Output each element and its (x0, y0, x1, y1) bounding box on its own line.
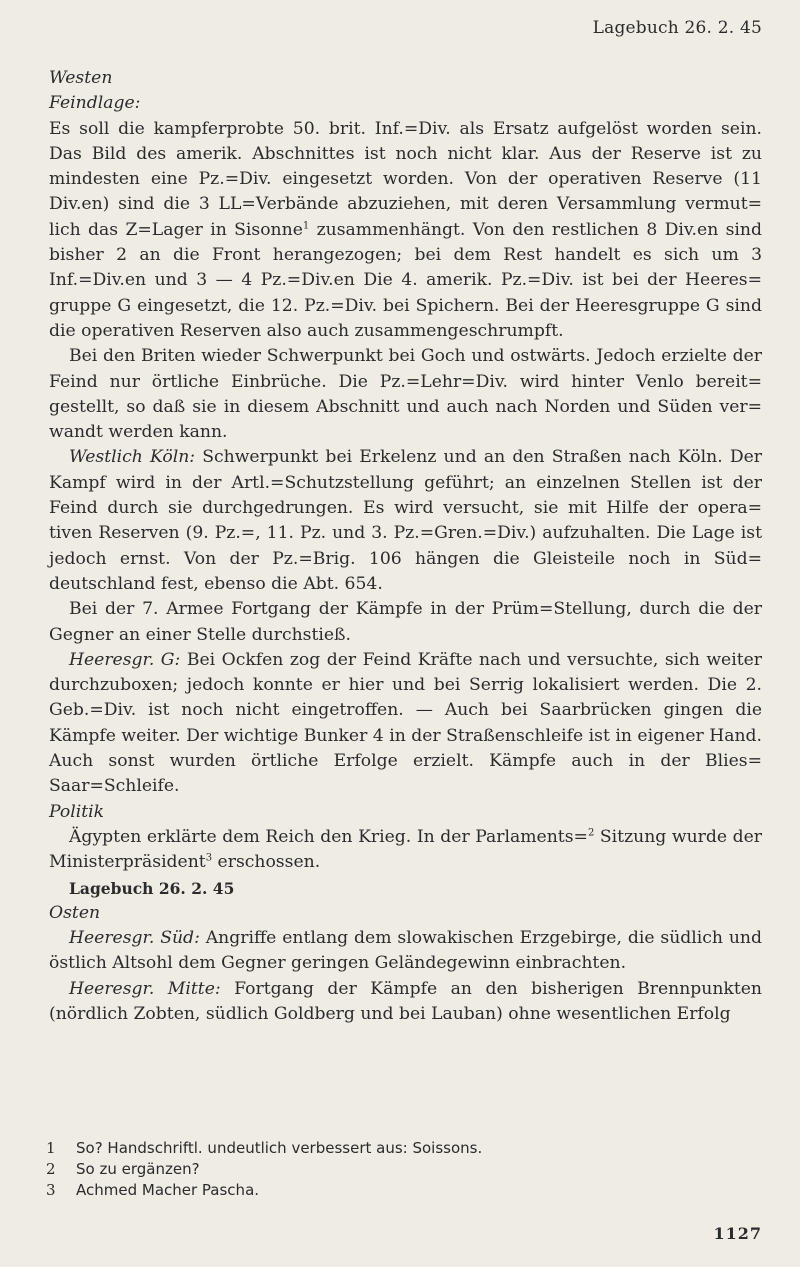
footnote-number: 3 (46, 1181, 56, 1199)
footnote (46, 1159, 646, 1180)
footnote (46, 1138, 646, 1159)
paragraph-west-4: Bei der 7. Armee Fortgang der Kämpfe in der Prüm=Stellung, durch die der Gegner an einer Stelle durchstieß. (49, 599, 762, 645)
section-title-lagebuch: Lagebuch 26. 2. 45 (69, 878, 235, 898)
page-number: 1127 (713, 1224, 762, 1243)
subheading-enemy-situation: Feindlage: (49, 93, 141, 114)
section-heading-east: Osten (49, 902, 101, 923)
text-run: Schwerpunkt bei Erkelenz und an den Straßen nach Köln. Der Kampf wird in der Artl.=Schutzstellung geführt; an einzelnen Stellen ist der Feind durch sie durchgedrungen. Es wird versucht, sie mit Hilfe der opera= tiven Reserven (9. Pz.=, 11. Pz. und 3. Pz.=Gren.=Div.) aufzuhalten. Die Lage ist jedoch ernst. Von der Pz.=Brig. 106 hängen die Gleisteile noch in Süd= deutschland fest, ebenso die Abt. 654. (49, 447, 762, 594)
paragraph-politics (49, 825, 762, 876)
text-run: zusammenhängt. Von den restlichen 8 Div.en sind bisher 2 an die Front herangezogen; bei dem Rest handelt es sich um 3 Inf.=Div.en und 3 — 4 Pz.=Div.en Die 4. amerik. Pz.=Div. ist bei der Heeres= gruppe G eingesetzt, die 12. Pz.=Div. bei Spichern. Bei der Heeresgruppe G sind die operativen Reserven also auch zusammengeschrumpft. (49, 219, 763, 341)
run-label: Westlich Köln: (69, 447, 196, 468)
text-run: Angriffe entlang dem slowakischen Erzgebirge, die südlich und östlich Altsohl dem Gegner geringen Geländegewinn einbrachten. (49, 928, 762, 974)
run-label: Heeresgr. Mitte: (69, 978, 221, 999)
footnote-text: So? Handschriftl. undeutlich verbessert aus: Soissons. (76, 1139, 483, 1157)
paragraph-east-1 (49, 926, 762, 977)
footnote-ref: 3 (205, 852, 213, 864)
run-label: Heeresgr. Süd: (69, 928, 200, 949)
running-head: Lagebuch 26. 2. 45 (592, 18, 762, 38)
text-run: Es soll die kampferprobte 50. brit. Inf.=Div. als Ersatz aufgelöst worden sein. Das Bild des amerik. Abschnittes ist noch nicht klar. Aus der Reserve ist zu mindesten eine Pz.=Div. eingesetzt worden. Von der operativen Reserve (11 Div.en) sind die 3 LL=Verbände abzuziehen, mit deren Versammlung vermut= lich das Z=Lager in Sisonne (49, 118, 762, 240)
paragraph-west-3 (49, 445, 762, 597)
run-label: Heeresgr. G: (69, 649, 181, 670)
footnote-number: 1 (46, 1139, 56, 1157)
footnote (46, 1180, 646, 1201)
text-run: Sitzung wurde der Ministerpräsident (49, 826, 763, 873)
footnote-ref: 2 (587, 827, 595, 839)
paragraph-west-5 (49, 648, 762, 800)
text-run: erschossen. (212, 852, 321, 873)
paragraph-west-1 (49, 117, 762, 345)
text-run: Ägypten erklärte dem Reich den Krieg. In der Parlaments= (69, 826, 588, 847)
footnotes (46, 1138, 646, 1201)
section-heading-west: Westen (49, 68, 113, 88)
paragraph-west-2: Bei den Briten wieder Schwerpunkt bei Goch und ostwärts. Jedoch erzielte der Feind nur örtliche Einbrüche. Die Pz.=Lehr=Div. wird hinter Venlo bereit= gestellt, so daß sie in diesem Abschnitt und auch nach Norden und Süden ver= wandt werden kann. (49, 346, 762, 443)
footnote-ref: 1 (302, 220, 310, 232)
footnote-number: 2 (46, 1160, 56, 1178)
main-text (49, 66, 762, 1027)
text-run: Bei Ockfen zog der Feind Kräfte nach und versuchte, sich weiter durchzuboxen; jedoch konnte er hier und bei Serrig lokalisiert werden. Die 2. Geb.=Div. ist noch nicht eingetroffen. — Auch bei Saarbrücken gingen die Kämpfe weiter. Der wichtige Bunker 4 in der Straßenschleife ist in eigener Hand. Auch sonst wurden örtliche Erfolge erzielt. Kämpfe auch in der Blies= Saar=Schleife. (49, 649, 762, 797)
footnote-text: Achmed Macher Pascha. (76, 1181, 260, 1199)
paragraph-east-2 (49, 977, 762, 1028)
text-run: Fortgang der Kämpfe an den bisherigen Brennpunkten (nördlich Zobten, südlich Goldberg und bei Lauban) ohne wesentlichen Erfolg (49, 978, 762, 1024)
section-heading-politics: Politik (49, 801, 105, 822)
footnote-text: So zu ergänzen? (76, 1160, 200, 1178)
